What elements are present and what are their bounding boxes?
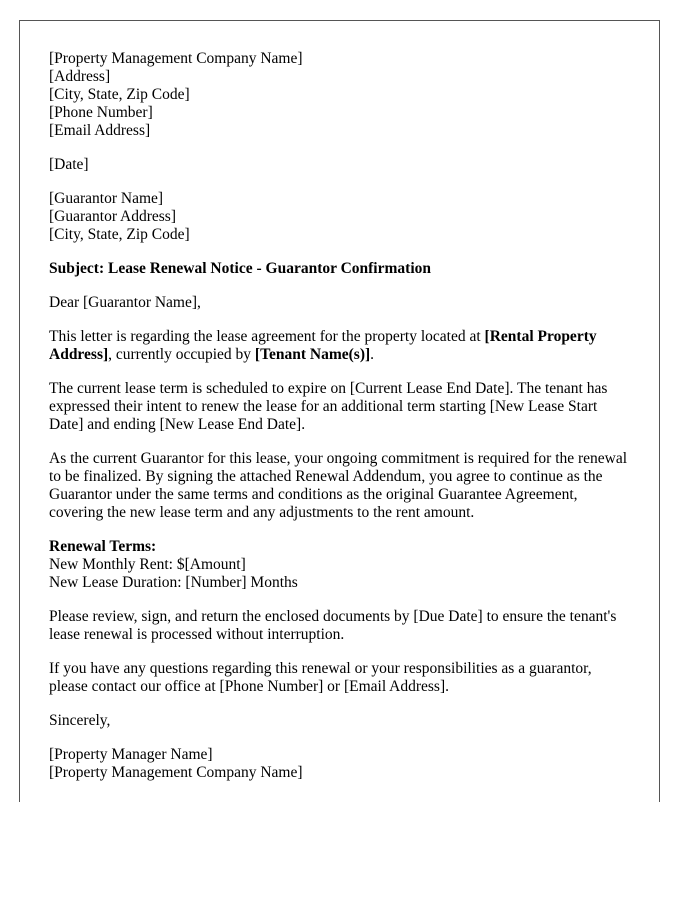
- recipient-address-block: [49, 190, 631, 244]
- renewal-monthly-rent: New Monthly Rent: $[Amount]: [49, 556, 246, 573]
- signature-block: [49, 746, 631, 782]
- renewal-duration: New Lease Duration: [Number] Months: [49, 574, 298, 591]
- signature-company: [Property Management Company Name]: [49, 764, 303, 781]
- sender-company: [Property Management Company Name]: [49, 50, 303, 67]
- letter-page: [19, 20, 660, 802]
- subject-line: Subject: Lease Renewal Notice - Guarantor Confirmation: [49, 260, 431, 277]
- paragraph-property: [49, 328, 631, 364]
- paragraph-contact: If you have any questions regarding this renewal or your responsibilities as a guarantor, please contact our office at [Phone Number] or [Email Address].: [49, 660, 592, 695]
- recipient-address: [Guarantor Address]: [49, 208, 176, 225]
- sender-phone: [Phone Number]: [49, 104, 153, 121]
- renewal-terms-heading: Renewal Terms:: [49, 538, 157, 555]
- tenant-names: [Tenant Name(s)]: [254, 346, 371, 363]
- property-address: [Rental Property Address]: [49, 328, 597, 363]
- paragraph-guarantor-commitment: As the current Guarantor for this lease, your ongoing commitment is required for the renewal to be finalized. By signing the attached Renewal Addendum, you agree to continue as the Guarantor under the same terms and conditions as the original Guarantee Agreement, covering the new lease term and any adjustments to the rent amount.: [49, 450, 628, 521]
- paragraph-property-text-before: This letter is regarding the lease agreement for the property located at: [49, 328, 485, 345]
- sender-address: [Address]: [49, 68, 111, 85]
- paragraph-property-text-after: .: [370, 346, 375, 363]
- recipient-city-state-zip: [City, State, Zip Code]: [49, 226, 190, 243]
- letter-date: [Date]: [49, 156, 89, 173]
- paragraph-lease-term: The current lease term is scheduled to expire on [Current Lease End Date]. The tenant has expressed their intent to renew the lease for an additional term starting [New Lease Start Date] and ending [New Lease End Date].: [49, 380, 608, 433]
- closing: Sincerely,: [49, 712, 111, 729]
- renewal-terms-block: [49, 538, 631, 592]
- signature-name: [Property Manager Name]: [49, 746, 213, 763]
- date-block: [49, 156, 631, 174]
- recipient-name: [Guarantor Name]: [49, 190, 164, 207]
- paragraph-return-documents: Please review, sign, and return the enclosed documents by [Due Date] to ensure the tenant's lease renewal is processed without interruption.: [49, 608, 617, 643]
- sender-city-state-zip: [City, State, Zip Code]: [49, 86, 190, 103]
- sender-email: [Email Address]: [49, 122, 151, 139]
- paragraph-property-text-middle: , currently occupied by: [108, 346, 255, 363]
- sender-address-block: [49, 50, 631, 140]
- salutation: Dear [Guarantor Name],: [49, 294, 201, 311]
